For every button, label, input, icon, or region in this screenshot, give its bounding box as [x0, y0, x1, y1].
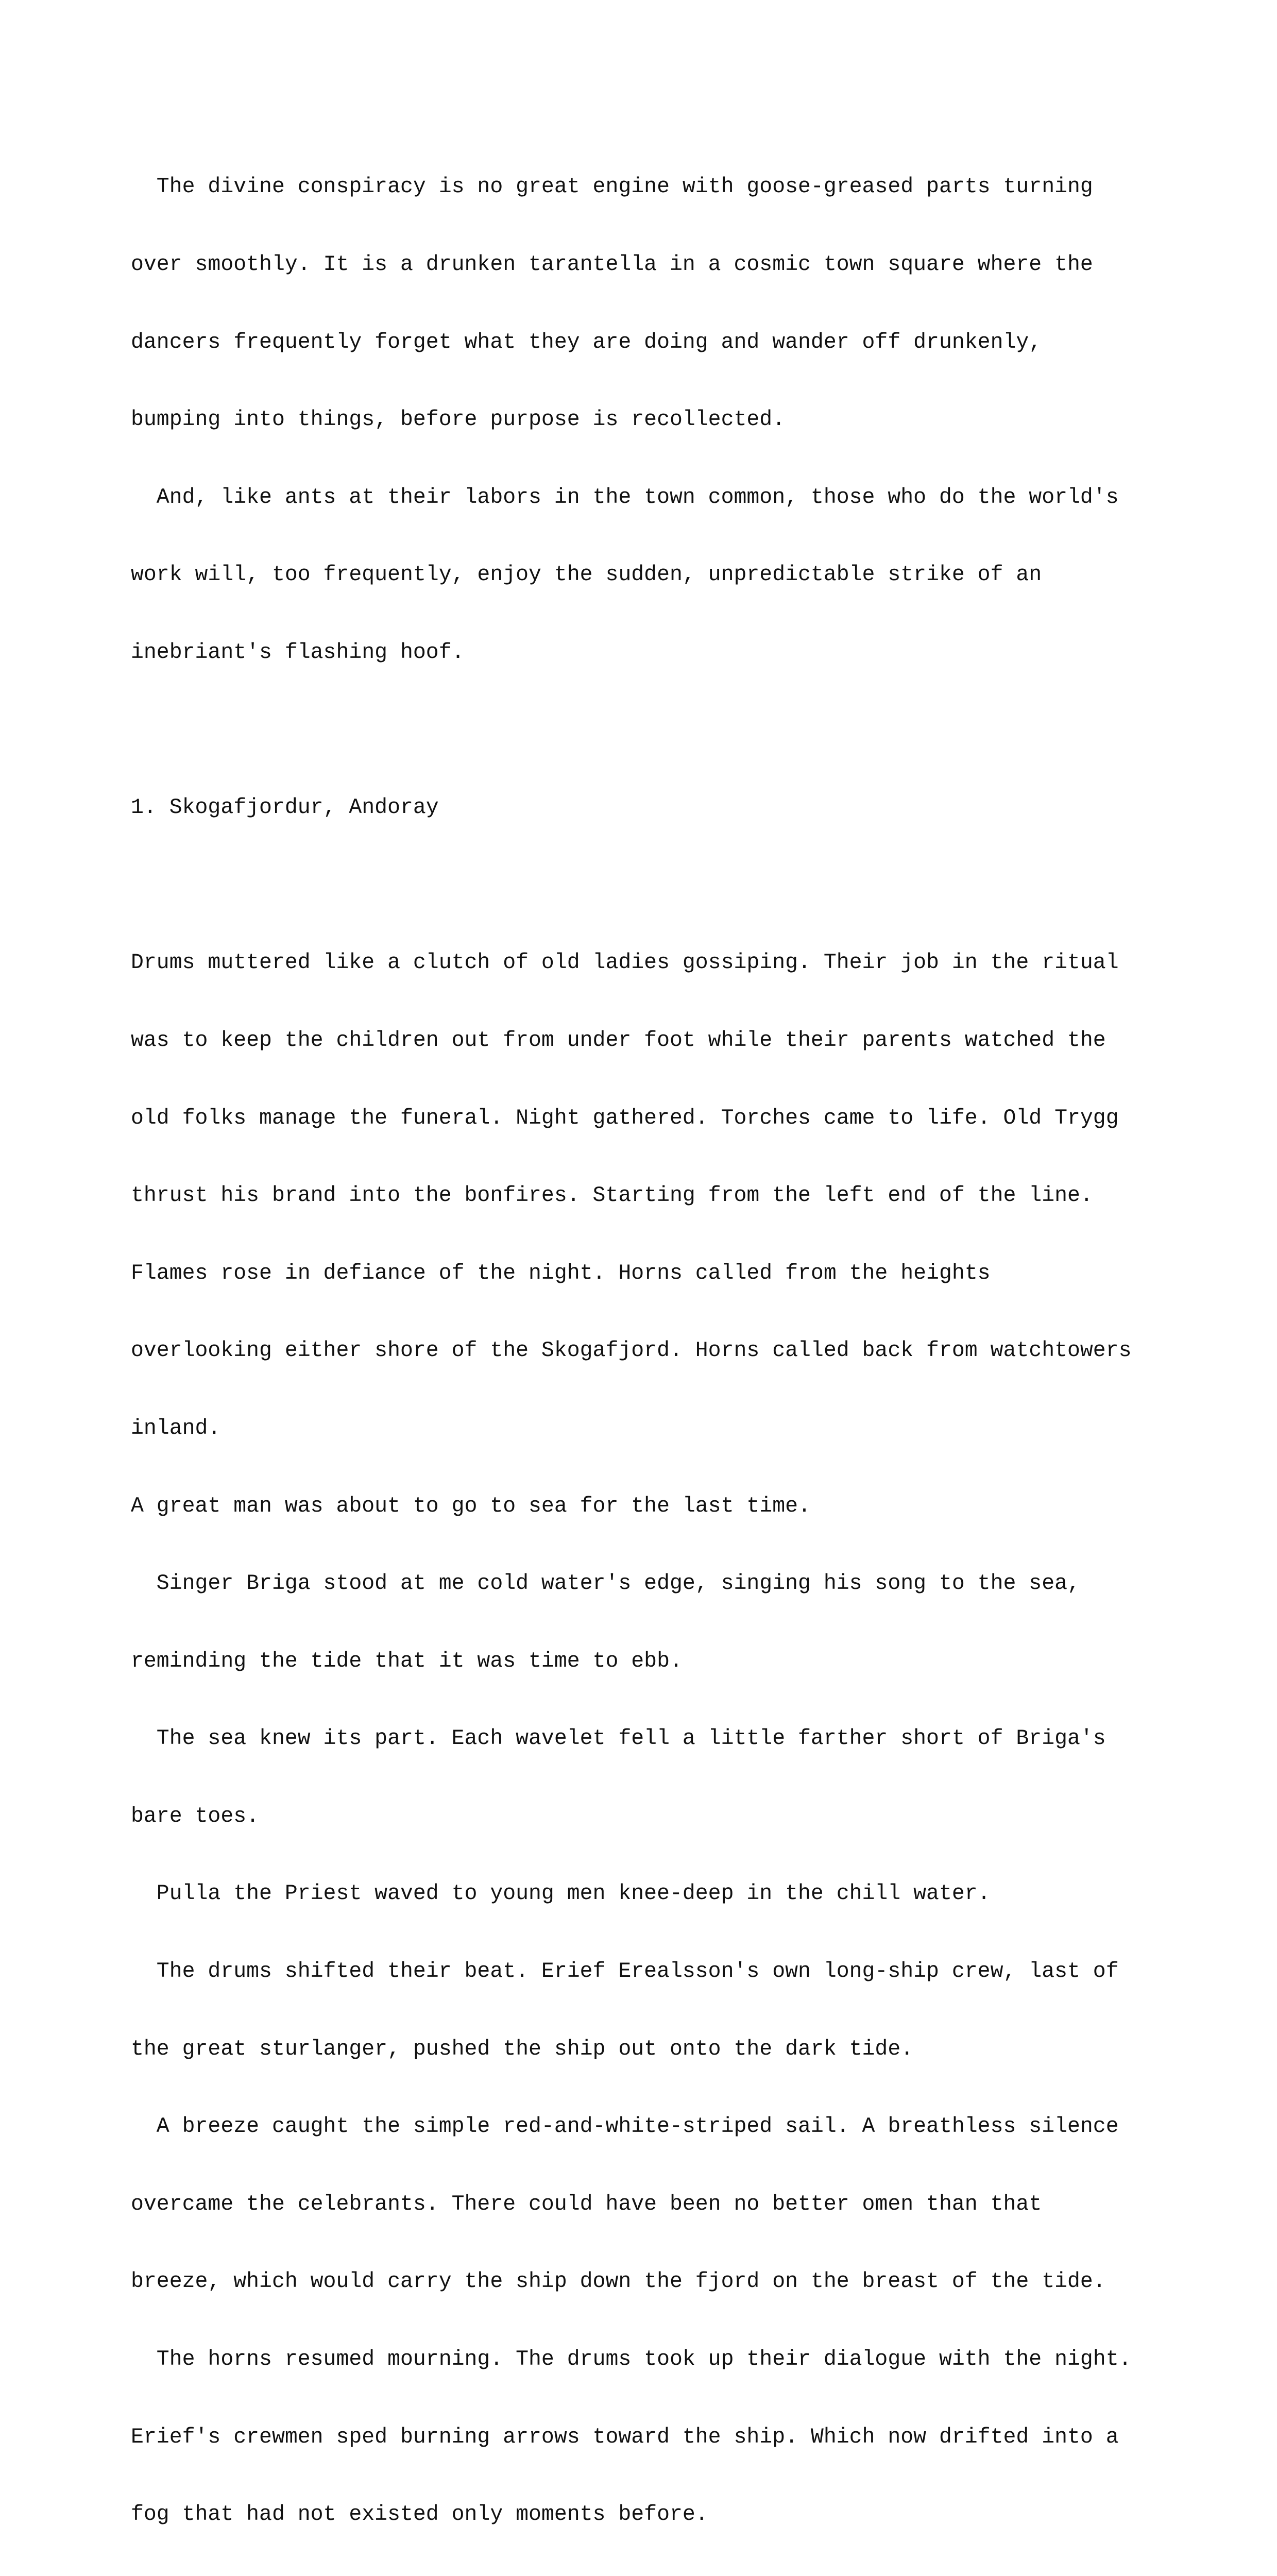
text-line: And, like ants at their labors in the town common, those who do the world's [131, 485, 1119, 510]
text-line: The drums shifted their beat. Erief Erealsson's own long-ship crew, last of [131, 1959, 1119, 1984]
text-line: fog that had not existed only moments before. [131, 2502, 708, 2527]
text-line: thrust his brand into the bonfires. Starting from the left end of the line. [131, 1183, 1093, 1208]
text-line: overcame the celebrants. There could have been no better omen than that [131, 2192, 1042, 2216]
text-line: inebriant's flashing hoof. [131, 640, 465, 665]
text-line: was to keep the children out from under foot while their parents watched the [131, 1028, 1106, 1053]
text-line: bare toes. [131, 1804, 260, 1828]
text-line: Singer Briga stood at me cold water's edge, singing his song to the sea, [131, 1571, 1080, 1596]
text-line: A breeze caught the simple red-and-white-striped sail. A breathless silence [131, 2114, 1119, 2139]
chapter-heading: 1. Skogafjordur, Andoray [131, 795, 439, 820]
text-line: The divine conspiracy is no great engine with goose-greased parts turning [131, 175, 1093, 199]
text-line: breeze, which would carry the ship down the fjord on the breast of the tide. [131, 2269, 1106, 2294]
document-page [131, 123, 1264, 2576]
text-line: work will, too frequently, enjoy the sudden, unpredictable strike of an [131, 563, 1042, 587]
text-line: dancers frequently forget what they are doing and wander off drunkenly, [131, 330, 1042, 354]
text-line: bumping into things, before purpose is recollected. [131, 408, 786, 432]
text-line: The horns resumed mourning. The drums took up their dialogue with the night. [131, 2347, 1132, 2372]
text-line: inland. [131, 1416, 221, 1440]
text-line: reminding the tide that it was time to ebb. [131, 1649, 683, 1673]
text-line: old folks manage the funeral. Night gathered. Torches came to life. Old Trygg [131, 1106, 1119, 1130]
blank-line [131, 873, 1264, 899]
text-line: Drums muttered like a clutch of old ladies gossiping. Their job in the ritual [131, 951, 1119, 975]
text-line: Erief's crewmen sped burning arrows toward the ship. Which now drifted into a [131, 2425, 1119, 2449]
text-line: the great sturlanger, pushed the ship out onto the dark tide. [131, 2037, 914, 2061]
text-line: Flames rose in defiance of the night. Horns called from the heights [131, 1261, 991, 1285]
blank-line [131, 718, 1264, 743]
text-line: overlooking either shore of the Skogafjord. Horns called back from watchtowers [131, 1338, 1132, 1363]
text-line: The sea knew its part. Each wavelet fell a little farther short of Briga's [131, 1726, 1106, 1751]
text-line: over smoothly. It is a drunken tarantella in a cosmic town square where the [131, 252, 1093, 277]
text-line: Pulla the Priest waved to young men knee-deep in the chill water. [131, 1882, 991, 1906]
text-line: A great man was about to go to sea for the last time. [131, 1494, 811, 1518]
